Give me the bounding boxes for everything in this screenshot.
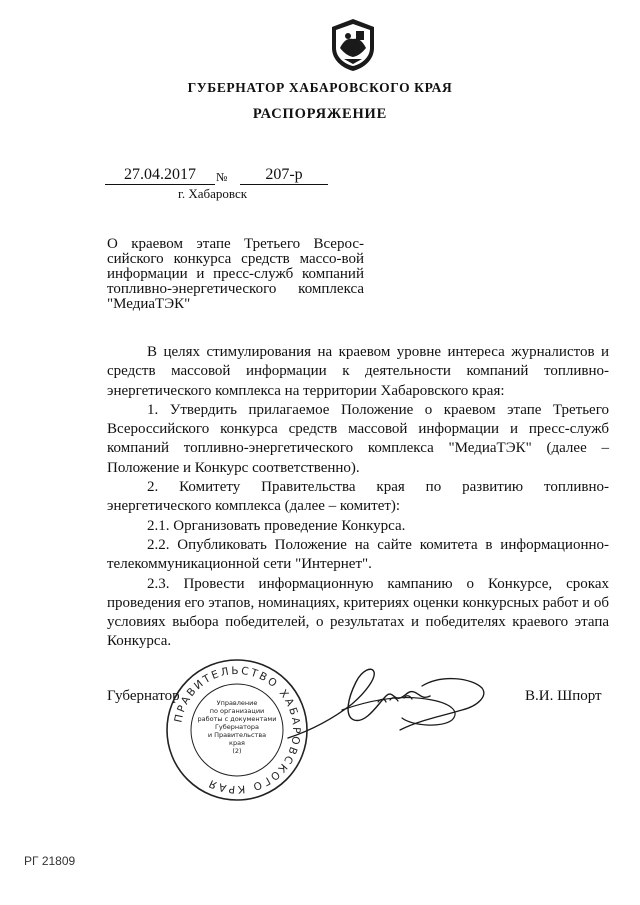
body-paragraph: 2.3. Провести информационную кампанию о Конкурсе, сроках проведения его этапов, номинациях, критериях оценки конкурсных работ и об условиях выбора победителей, о результатах и победителях краевого этапа Конкурса. bbox=[107, 575, 609, 650]
document-subject: О краевом этапе Третьего Всерос-сийского конкурса средств массо-вой информации и пресс-служб компаний топливно-энергетического комплекса "МедиаТЭК" bbox=[107, 236, 364, 312]
svg-text:края: края bbox=[229, 739, 245, 747]
number-sign: № bbox=[216, 170, 228, 184]
body-paragraph: 2.2. Опубликовать Положение на сайте комитета в информационно-телекоммуникационной сети "Интернет". bbox=[107, 536, 609, 573]
body-paragraph: 2. Комитету Правительства края по развитию топливно-энергетического комплекса (далее – комитет): bbox=[107, 479, 609, 515]
svg-text:работы с документами: работы с документами bbox=[197, 715, 277, 723]
svg-text:Губернатора: Губернатора bbox=[214, 723, 260, 731]
svg-text:ПРАВИТЕЛЬСТВО ХАБАРОВСКОГО КРА: ПРАВИТЕЛЬСТВО ХАБАРОВСКОГО КРАЯ bbox=[172, 664, 303, 796]
document-registration-code: РГ 21809 bbox=[24, 854, 76, 868]
svg-text:(2): (2) bbox=[232, 747, 242, 755]
svg-text:по организации: по организации bbox=[209, 707, 265, 715]
document-number: 207-р bbox=[240, 166, 328, 185]
document-type: РАСПОРЯЖЕНИЕ bbox=[252, 106, 388, 122]
coat-of-arms-icon bbox=[330, 18, 376, 72]
svg-text:Управление: Управление bbox=[216, 699, 258, 707]
body-paragraph: 2.1. Организовать проведение Конкурса. bbox=[147, 517, 406, 534]
document-date: 27.04.2017 bbox=[105, 166, 215, 185]
handwritten-signature bbox=[282, 660, 492, 752]
issue-city: г. Хабаровск bbox=[178, 186, 248, 201]
body-paragraph: В целях стимулирования на краевом уровне интереса журналистов и средств массовой информации к деятельности компаний топливно-энергетического комплекса на территории Хабаровского края: bbox=[107, 344, 609, 399]
signatory-position: Губернатор bbox=[107, 688, 180, 704]
issuer-title: ГУБЕРНАТОР ХАБАРОВСКОГО КРАЯ bbox=[187, 80, 453, 95]
signatory-name: В.И. Шпорт bbox=[525, 688, 602, 704]
document-body bbox=[107, 343, 609, 652]
body-paragraph: 1. Утвердить прилагаемое Положение о краевом этапе Третьего Всероссийского конкурса средств массовой информации и пресс-служб компаний топливно-энергетического комплекса "МедиаТЭК" (далее – Положение и Конкурс соответственно). bbox=[107, 401, 609, 476]
svg-text:и Правительства: и Правительства bbox=[207, 731, 267, 739]
